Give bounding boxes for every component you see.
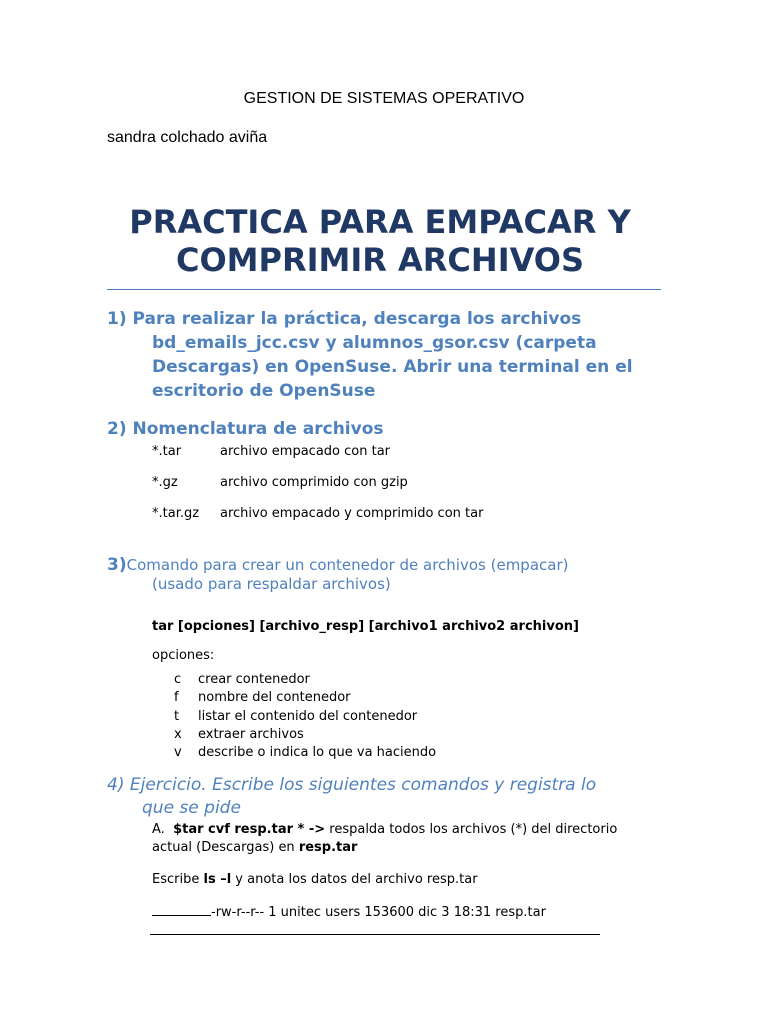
options-label: opciones: xyxy=(152,648,215,663)
exercise-a-line-2 xyxy=(152,840,357,855)
exercise-a-text-2: actual (Descargas) en xyxy=(152,840,299,855)
blank-underline xyxy=(152,903,211,916)
option-key: f xyxy=(174,690,179,705)
instruction-cmd: ls –l xyxy=(203,872,232,887)
option-desc: nombre del contenedor xyxy=(198,690,351,705)
title-line-1: PRACTICA PARA EMPACAR Y xyxy=(129,203,631,241)
section-2-heading: 2) Nomenclatura de archivos xyxy=(107,419,384,439)
section-1-line-4: escritorio de OpenSuse xyxy=(152,381,376,401)
instruction-post: y anota los datos del archivo resp.tar xyxy=(231,872,478,887)
section-4-heading-cont: que se pide xyxy=(142,798,241,818)
section-4-heading: 4) Ejercicio. Escribe los siguientes comandos y registra lo xyxy=(107,775,597,795)
answer-line xyxy=(152,903,546,920)
option-desc: listar el contenido del contenedor xyxy=(198,709,418,724)
section-1-line-1: 1) Para realizar la práctica, descarga los archivos xyxy=(107,309,582,329)
nomenclature-desc: archivo comprimido con gzip xyxy=(220,475,408,490)
section-3-number: 3) xyxy=(107,555,127,575)
nomenclature-ext: *.gz xyxy=(152,475,178,490)
exercise-a-target: resp.tar xyxy=(298,840,358,855)
answer-rule xyxy=(150,934,600,935)
answer-text: -rw-r--r-- 1 unitec users 153600 dic 3 18:31 resp.tar xyxy=(211,905,546,920)
option-key: t xyxy=(174,709,180,724)
exercise-a-command: $tar cvf resp.tar * -> xyxy=(173,822,326,837)
section-3-heading-cont: (usado para respaldar archivos) xyxy=(152,575,391,593)
option-desc: crear contenedor xyxy=(198,672,310,687)
nomenclature-ext: *.tar.gz xyxy=(152,506,200,521)
course-title: GESTION DE SISTEMAS OPERATIVO xyxy=(243,90,525,107)
section-3-heading-text: Comando para crear un contenedor de archivos (empacar) xyxy=(126,556,569,574)
nomenclature-desc: archivo empacado con tar xyxy=(220,444,391,459)
document-title xyxy=(80,203,680,279)
section-1-line-2: bd_emails_jcc.csv y alumnos_gsor.csv (carpeta xyxy=(152,333,597,353)
option-desc: extraer archivos xyxy=(198,727,304,742)
title-line-2: COMPRIMIR ARCHIVOS xyxy=(175,241,585,279)
exercise-a-label: A. xyxy=(152,822,165,837)
instruction-pre: Escribe xyxy=(152,872,204,887)
option-key: v xyxy=(174,745,182,760)
option-key: x xyxy=(174,727,182,742)
instruction-line xyxy=(152,872,478,887)
section-3-heading xyxy=(107,555,568,575)
section-1-line-3: Descargas) en OpenSuse. Abrir una terminal en el xyxy=(152,357,633,377)
option-key: c xyxy=(174,672,182,687)
nomenclature-desc: archivo empacado y comprimido con tar xyxy=(220,506,484,521)
nomenclature-ext: *.tar xyxy=(152,444,182,459)
title-divider xyxy=(107,289,661,290)
exercise-a-text: respalda todos los archivos (*) del directorio xyxy=(325,822,618,837)
author-name: sandra colchado aviña xyxy=(107,129,268,146)
option-desc: describe o indica lo que va haciendo xyxy=(198,745,437,760)
exercise-a-line-1 xyxy=(152,822,617,837)
tar-syntax: tar [opciones] [archivo_resp] [archivo1 archivo2 archivon] xyxy=(152,619,579,634)
